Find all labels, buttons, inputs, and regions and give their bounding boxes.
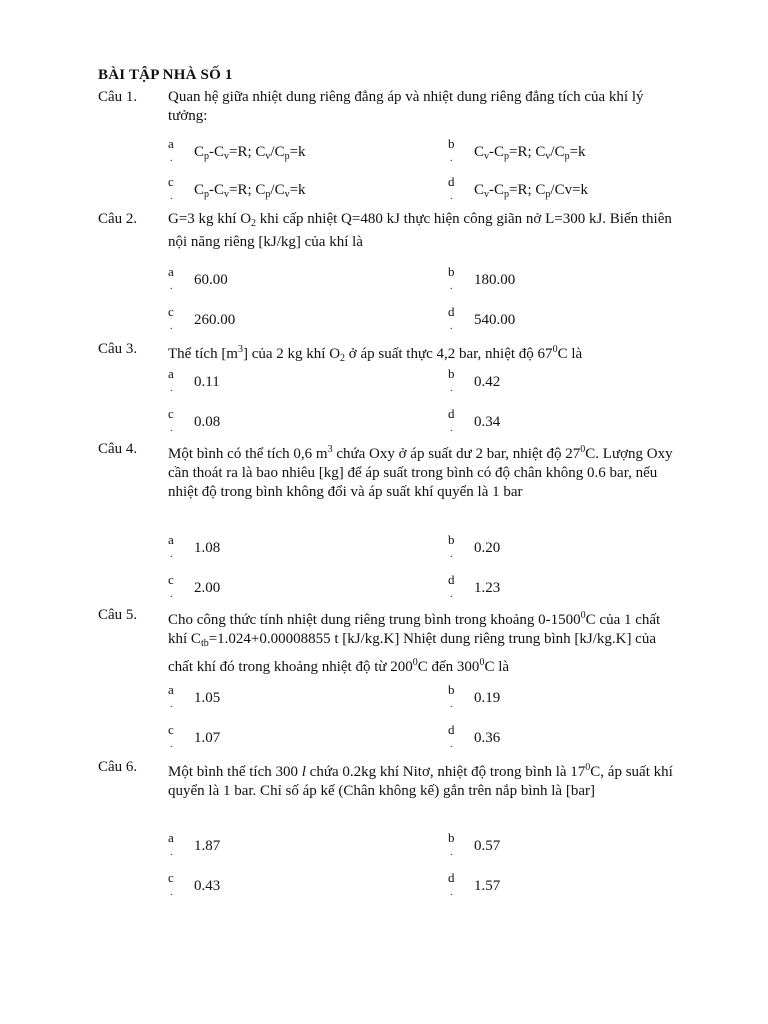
option-dot: . <box>450 739 453 750</box>
option-letter: c <box>168 174 174 189</box>
option-letter: d <box>448 304 455 319</box>
option-letter: d <box>448 870 455 885</box>
option-letter: a <box>168 136 174 151</box>
option-dot: . <box>170 191 173 202</box>
option-letter: c <box>168 304 174 319</box>
option-value: 540.00 <box>474 312 516 328</box>
option-value: $C_p-C_v=R$; $C_p/C_v=k$ <box>194 182 306 200</box>
option-value: 0.43 <box>194 878 221 894</box>
question-number: Câu 6. <box>98 759 138 775</box>
question-number: Câu 3. <box>98 341 138 357</box>
option-dot: . <box>170 423 173 434</box>
option-letter: d <box>448 174 455 189</box>
option-letter: b <box>448 682 455 697</box>
option-letter: d <box>448 722 455 737</box>
option-dot: . <box>170 281 173 292</box>
question-text: Một bình thể tích 300 l chứa 0.2kg khí Nitơ, nhiệt độ trong bình là $17^0C$, áp suất khí quyển là 1 bar. Chỉ số áp kế (Chân không kế) gắn trên nắp bình là [bar] <box>168 762 673 799</box>
question-text: G=3 kg khí $O_2$ khi cấp nhiệt Q=480 kJ thực hiện công giãn nở L=300 kJ. Biến thiên nội năng riêng [kJ/kg] của khí là <box>168 211 672 250</box>
question-number: Câu 1. <box>98 89 138 105</box>
option-value: 180.00 <box>474 272 516 288</box>
option-value: 1.57 <box>474 878 501 894</box>
option-dot: . <box>170 383 173 394</box>
option-value: 260.00 <box>194 312 236 328</box>
option-letter: a <box>168 366 174 381</box>
option-dot: . <box>450 423 453 434</box>
option-dot: . <box>450 281 453 292</box>
option-dot: . <box>450 589 453 600</box>
option-value: 0.08 <box>194 414 221 430</box>
option-letter: d <box>448 406 455 421</box>
option-value: $C_v-C_p=R$; $C_p/Cv=k$ <box>474 182 589 200</box>
option-value: 1.07 <box>194 730 221 746</box>
option-value: 0.57 <box>474 838 501 854</box>
option-letter: c <box>168 406 174 421</box>
option-dot: . <box>450 191 453 202</box>
option-dot: . <box>170 153 173 164</box>
option-value: 1.08 <box>194 540 221 556</box>
option-value: 0.20 <box>474 540 501 556</box>
option-dot: . <box>170 321 173 332</box>
question-number: Câu 4. <box>98 441 138 457</box>
option-letter: c <box>168 722 174 737</box>
option-value: $C_p-C_v=R$; $C_v/C_p=k$ <box>194 144 306 162</box>
option-letter: d <box>448 572 455 587</box>
option-dot: . <box>170 589 173 600</box>
question-number: Câu 2. <box>98 211 138 227</box>
option-value: 2.00 <box>194 580 221 596</box>
option-letter: b <box>448 136 455 151</box>
option-dot: . <box>450 847 453 858</box>
option-dot: . <box>170 699 173 710</box>
option-value: 1.23 <box>474 580 501 596</box>
option-letter: a <box>168 682 174 697</box>
question-text: Thể tích $[m^3]$ của 2 kg khí $O_2$ ở áp suất thực 4,2 bar, nhiệt độ $67^0C$ là <box>168 344 583 364</box>
option-value: 0.19 <box>474 690 501 706</box>
option-dot: . <box>450 887 453 898</box>
option-value: 1.05 <box>194 690 221 706</box>
option-dot: . <box>450 549 453 560</box>
question-text: Quan hệ giữa nhiệt dung riêng đẳng áp và nhiệt dung riêng đẳng tích của khí lý tưởng: <box>168 89 644 124</box>
option-dot: . <box>450 153 453 164</box>
option-letter: a <box>168 830 174 845</box>
option-letter: b <box>448 532 455 547</box>
option-letter: c <box>168 572 174 587</box>
question-number: Câu 5. <box>98 607 138 623</box>
option-dot: . <box>170 739 173 750</box>
option-letter: a <box>168 264 174 279</box>
question-text: Cho công thức tính nhiệt dung riêng trung bình trong khoảng 0-1500$^0$C của 1 chất khí $C_{tb}=1.024+0.00008855$ t [kJ/kg.K] Nhiệt dung riêng trung bình [kJ/kg.K] của chất khí đó trong khoảng nhiệt độ từ $200^0C$ đến $300^0C$ là <box>168 610 661 675</box>
option-letter: c <box>168 870 174 885</box>
option-dot: . <box>170 887 173 898</box>
option-dot: . <box>170 549 173 560</box>
option-dot: . <box>450 383 453 394</box>
option-value: 0.34 <box>474 414 501 430</box>
option-value: $C_v-C_p=R$; $C_v/C_p=k$ <box>474 144 586 162</box>
page-title: BÀI TẬP NHÀ SỐ 1 <box>98 67 233 83</box>
option-value: 60.00 <box>194 272 228 288</box>
question-text: Một bình có thể tích 0,6 $m^3$ chứa Oxy ở áp suất dư 2 bar, nhiệt độ $27^0C$. Lượng Oxy cần thoát ra là bao nhiêu [kg] để áp suất trong bình có độ chân không 0.6 bar, nếu nhiệt độ trong bình không đổi và áp suất khí quyển là 1 bar <box>168 444 673 500</box>
option-dot: . <box>450 321 453 332</box>
option-value: 0.36 <box>474 730 501 746</box>
option-letter: b <box>448 830 455 845</box>
option-value: 0.42 <box>474 374 501 390</box>
option-letter: b <box>448 366 455 381</box>
option-letter: a <box>168 532 174 547</box>
option-value: 1.87 <box>194 838 221 854</box>
option-value: 0.11 <box>194 374 220 390</box>
option-dot: . <box>170 847 173 858</box>
option-letter: b <box>448 264 455 279</box>
option-dot: . <box>450 699 453 710</box>
